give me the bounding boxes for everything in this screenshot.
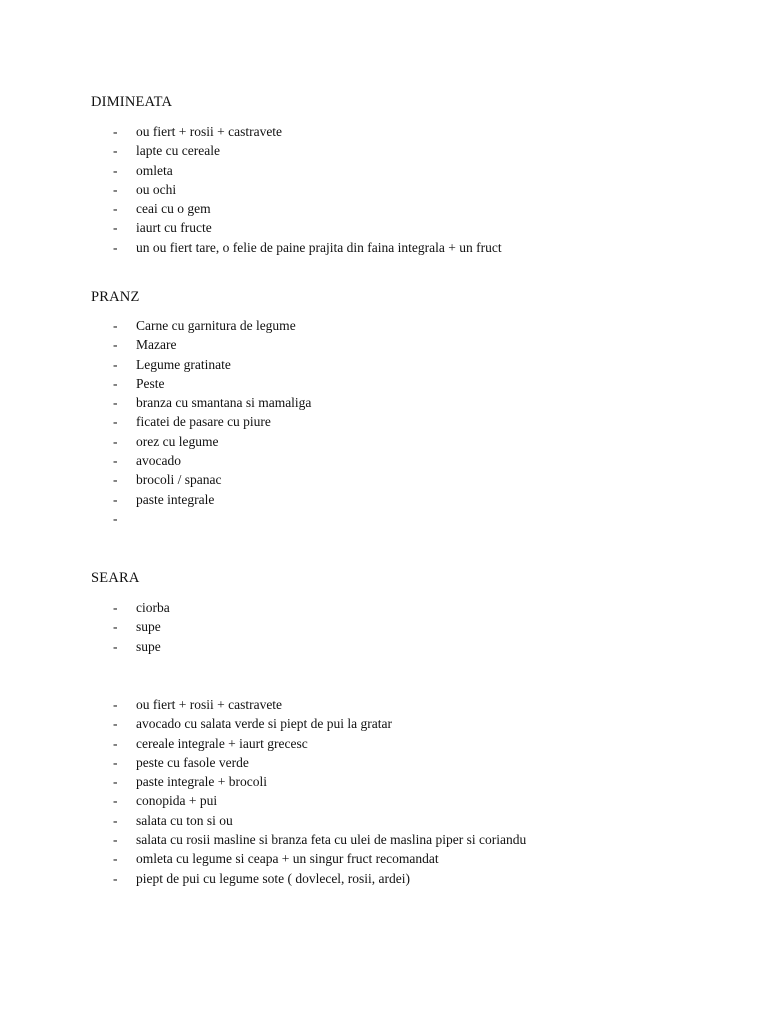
list-item	[0, 509, 768, 528]
list-item	[0, 238, 768, 257]
list-extra	[0, 695, 768, 888]
bullet-dash: -	[113, 716, 118, 732]
list-item-text: orez cu legume	[136, 433, 219, 449]
list-item	[0, 141, 768, 160]
bullet-dash: -	[113, 143, 118, 159]
list-item-text: avocado	[136, 453, 181, 469]
bullet-dash: -	[113, 433, 118, 449]
bullet-dash: -	[113, 619, 118, 635]
list-item-text: branza cu smantana si mamaliga	[136, 395, 312, 411]
bullet-dash: -	[113, 832, 118, 848]
list-item	[0, 180, 768, 199]
bullet-dash: -	[113, 356, 118, 372]
list-dimineata	[0, 122, 768, 257]
list-item	[0, 849, 768, 868]
list-item	[0, 637, 768, 656]
list-item-text: ou fiert + rosii + castravete	[136, 697, 283, 712]
bullet-dash: -	[113, 220, 118, 236]
bullet-dash: -	[113, 812, 118, 828]
bullet-dash: -	[113, 162, 118, 178]
bullet-dash: -	[113, 453, 118, 469]
list-item	[0, 412, 768, 431]
list-seara	[0, 598, 768, 656]
bullet-dash: -	[113, 201, 118, 217]
list-item	[0, 393, 768, 412]
section-heading-pranz: PRANZ	[91, 289, 140, 305]
bullet-dash: -	[113, 375, 118, 391]
list-item	[0, 598, 768, 617]
list-item-text: peste cu fasole verde	[136, 754, 249, 770]
list-item	[0, 199, 768, 218]
list-item	[0, 335, 768, 354]
bullet-dash: -	[113, 754, 118, 770]
list-item-text: Carne cu garnitura de legume	[136, 318, 296, 333]
list-item-text: conopida + pui	[136, 793, 218, 809]
bullet-dash: -	[113, 735, 118, 751]
bullet-dash: -	[113, 793, 118, 809]
bullet-dash: -	[113, 600, 118, 615]
bullet-dash: -	[113, 774, 118, 790]
list-item-text: un ou fiert tare, o felie de paine prajita din faina integrala + un fruct	[136, 239, 502, 255]
bullet-dash: -	[113, 851, 118, 867]
bullet-dash: -	[113, 318, 118, 333]
list-item-text: salata cu rosii masline si branza feta cu ulei de maslina piper si coriandu	[136, 832, 527, 848]
list-item	[0, 374, 768, 393]
list-item-text: omleta	[136, 162, 173, 178]
list-item-text: ou ochi	[136, 181, 177, 197]
list-item	[0, 432, 768, 451]
list-item-text: brocoli / spanac	[136, 472, 222, 488]
bullet-dash: -	[113, 472, 118, 488]
list-item-text: Legume gratinate	[136, 356, 231, 372]
list-item	[0, 791, 768, 810]
section-heading-seara: SEARA	[91, 570, 140, 586]
list-item-text: cereale integrale + iaurt grecesc	[136, 735, 308, 751]
list-item	[0, 490, 768, 509]
list-item	[0, 830, 768, 849]
bullet-dash: -	[113, 124, 118, 139]
bullet-dash: -	[113, 414, 118, 430]
list-item	[0, 714, 768, 733]
list-item-text: paste integrale	[136, 491, 215, 507]
bullet-dash: -	[113, 239, 118, 255]
list-item	[0, 869, 768, 888]
list-item-text: piept de pui cu legume sote ( dovlecel, rosii, ardei)	[136, 870, 411, 886]
bullet-dash: -	[113, 638, 118, 654]
list-item	[0, 218, 768, 237]
list-item-text: ciorba	[136, 600, 170, 615]
list-item	[0, 695, 768, 714]
list-item-text: lapte cu cereale	[136, 143, 220, 159]
list-item	[0, 355, 768, 374]
list-item	[0, 753, 768, 772]
list-item	[0, 811, 768, 830]
list-item	[0, 617, 768, 636]
list-item	[0, 734, 768, 753]
list-item-text: supe	[136, 619, 161, 635]
bullet-dash: -	[113, 337, 118, 353]
list-item-text: Mazare	[136, 337, 177, 353]
list-item	[0, 451, 768, 470]
list-item-text: ou fiert + rosii + castravete	[136, 124, 283, 139]
list-item	[0, 316, 768, 335]
list-item	[0, 772, 768, 791]
bullet-dash: -	[113, 491, 118, 507]
list-pranz	[0, 316, 768, 528]
list-item-text: iaurt cu fructe	[136, 220, 212, 236]
list-item-text: omleta cu legume si ceapa + un singur fruct recomandat	[136, 851, 439, 867]
bullet-dash: -	[113, 181, 118, 197]
bullet-dash: -	[113, 870, 118, 886]
list-item-text: salata cu ton si ou	[136, 812, 233, 828]
list-item-text: supe	[136, 638, 161, 654]
bullet-dash: -	[113, 510, 118, 526]
list-item-text: ficatei de pasare cu piure	[136, 414, 271, 430]
list-item-text: ceai cu o gem	[136, 201, 211, 217]
bullet-dash: -	[113, 697, 118, 712]
list-item-text: paste integrale + brocoli	[136, 774, 267, 790]
section-heading-dimineata: DIMINEATA	[91, 94, 173, 110]
list-item-text: avocado cu salata verde si piept de pui la gratar	[136, 716, 393, 732]
list-item	[0, 161, 768, 180]
bullet-dash: -	[113, 395, 118, 411]
list-item	[0, 470, 768, 489]
list-item-text: Peste	[136, 375, 165, 391]
list-item	[0, 122, 768, 141]
